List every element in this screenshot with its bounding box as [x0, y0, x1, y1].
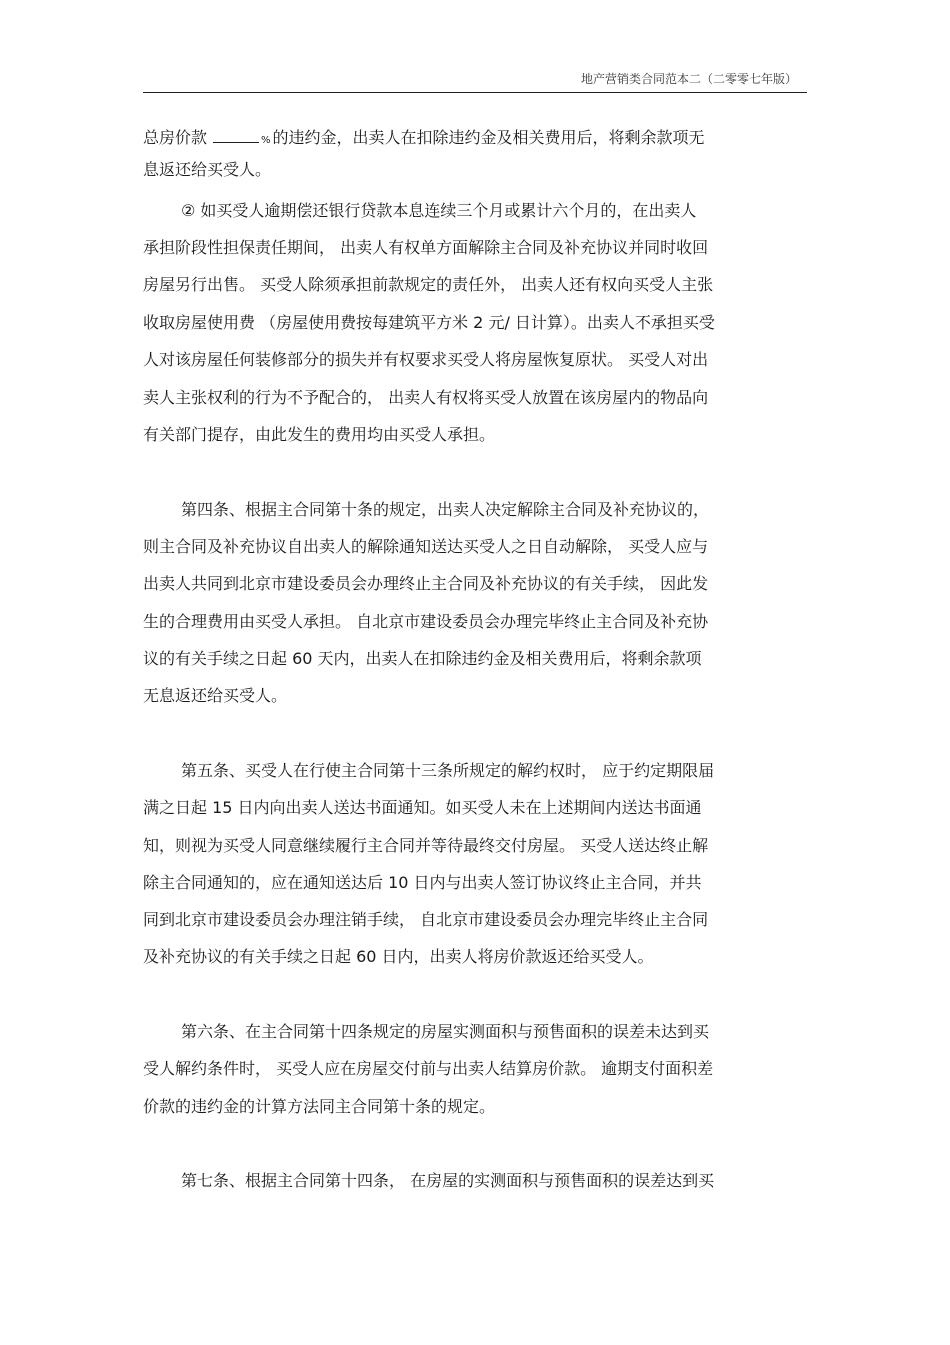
text-line: 及补充协议的有关手续之日起 60 日内，出卖人将房价款返还给买受人。: [143, 947, 654, 966]
text-line: [143, 128, 705, 151]
text-line: 则主合同及补充协议自出卖人的解除通知送达买受人之日自动解除， 买受人应与: [143, 537, 709, 556]
text-line: 有关部门提存，由此发生的费用均由买受人承担。: [143, 425, 496, 444]
text-line: 第六条、在主合同第十四条规定的房屋实测面积与预售面积的误差未达到买: [181, 1022, 710, 1041]
fill-in-blank: [213, 128, 259, 143]
text-line: 承担阶段性担保责任期间， 出卖人有权单方面解除主合同及补充协议并同时收回: [143, 238, 709, 257]
percent-sign: %: [261, 135, 271, 146]
text-line: 价款的违约金的计算方法同主合同第十条的规定。: [143, 1097, 496, 1116]
text-segment: 的违约金，出卖人在扣除违约金及相关费用后，将剩余款项无: [272, 128, 705, 147]
text-line: ② 如买受人逾期偿还银行贷款本息连续三个月或累计六个月的，在出卖人: [181, 201, 697, 220]
text-line: 人对该房屋任何装修部分的损失并有权要求买受人将房屋恢复原状。 买受人对出: [143, 350, 709, 369]
text-line: 受人解约条件时， 买受人应在房屋交付前与出卖人结算房价款。 逾期支付面积差: [143, 1059, 714, 1078]
page-header: [143, 64, 807, 93]
text-line: 生的合理费用由买受人承担。 自北京市建设委员会办理完毕终止主合同及补充协: [143, 612, 709, 631]
text-line: 满之日起 15 日内向出卖人送达书面通知。如买受人未在上述期间内送达书面通: [143, 798, 702, 817]
text-line: 同到北京市建设委员会办理注销手续， 自北京市建设委员会办理完毕终止主合同: [143, 910, 709, 929]
header-title: 地产营销类合同范本二（二零零七年版）: [580, 72, 797, 86]
text-line: 无息返还给买受人。: [143, 686, 288, 705]
text-line: 卖人主张权利的行为不予配合的， 出卖人有权将买受人放置在该房屋内的物品向: [143, 388, 709, 407]
text-line: 除主合同通知的，应在通知送达后 10 日内与出卖人签订协议终止主合同，并共: [143, 873, 702, 892]
text-line: 息返还给买受人。: [143, 160, 272, 179]
text-line: 第七条、根据主合同第十四条， 在房屋的实测面积与预售面积的误差达到买: [181, 1171, 715, 1190]
text-segment: 总房价款: [143, 128, 208, 147]
text-line: 出卖人共同到北京市建设委员会办理终止主合同及补充协议的有关手续， 因此发: [143, 574, 709, 593]
text-line: 收取房屋使用费 （房屋使用费按每建筑平方米 2 元/ 日计算）。出卖人不承担买受: [143, 313, 715, 332]
text-line: 房屋另行出售。 买受人除须承担前款规定的责任外， 出卖人还有权向买受人主张: [143, 275, 714, 294]
text-line: 第五条、买受人在行使主合同第十三条所规定的解约权时， 应于约定期限届: [181, 761, 715, 780]
text-line: 第四条、根据主合同第十条的规定，出卖人决定解除主合同及补充协议的，: [181, 500, 710, 519]
text-line: 议的有关手续之日起 60 天内，出卖人在扣除违约金及相关费用后，将剩余款项: [143, 649, 702, 668]
text-line: 知，则视为买受人同意继续履行主合同并等待最终交付房屋。 买受人送达终止解: [143, 836, 709, 855]
